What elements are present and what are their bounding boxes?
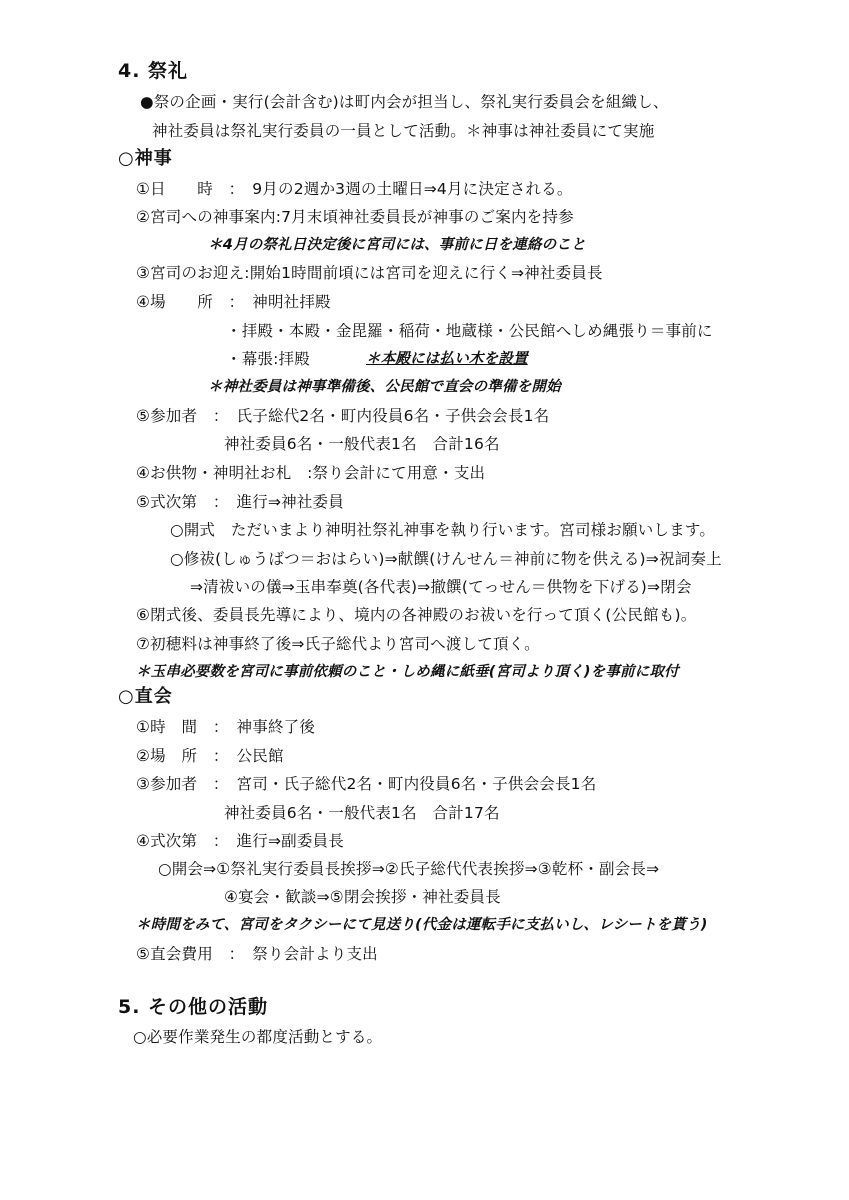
naorai-place: ②場 所 ： 公民館 bbox=[136, 747, 284, 765]
shinji-hatsuhoryo: ⑦初穂料は神事終了後⇒氏子総代より宮司へ渡して頂く。 bbox=[136, 635, 540, 653]
naorai-participants-line2: 神社委員6名・一般代表1名 合計17名 bbox=[224, 804, 500, 822]
shinji-guide-note: ＊4月の祭礼日決定後に宮司には、事前に日を連絡のこと bbox=[208, 237, 586, 253]
shinji-procedure-line2: ⇒清祓いの儀⇒玉串奉奠(各代表)⇒撤饌(てっせん＝供物を下げる)⇒閉会 bbox=[190, 578, 692, 596]
shinji-item-place: ④場 所 ： 神明社拝殿 bbox=[136, 293, 331, 311]
shinji-item-guide: ②宮司への神事案内:7月末頃神社委員長が神事のご案内を持参 bbox=[136, 208, 574, 226]
naorai-heading: ○直会 bbox=[118, 686, 173, 707]
section5-line1: ○必要作業発生の都度活動とする。 bbox=[133, 1028, 383, 1046]
shinji-place-sub2-note: ＊本殿には払い木を設置 bbox=[366, 351, 528, 367]
shinji-item-pickup: ③宮司のお迎え:開始1時間前頃には宮司を迎えに行く⇒神社委員長 bbox=[136, 264, 603, 282]
shinji-offerings: ④お供物・神明社お札 :祭り会計にて用意・支出 bbox=[136, 464, 486, 482]
naorai-participants-line1: ③参加者 ： 宮司・氏子総代2名・町内役員6名・子供会会長1名 bbox=[136, 775, 597, 793]
shinji-heading: ○神事 bbox=[118, 148, 173, 169]
naorai-time: ①時 間 ： 神事終了後 bbox=[136, 718, 316, 736]
shinji-place-sub2-label: ・幕張:拝殿 bbox=[226, 350, 310, 368]
shinji-procedure-line1: ○修祓(しゅうばつ＝おはらい)⇒献饌(けんせん＝神前に物を供える)⇒祝詞奏上 bbox=[170, 550, 722, 568]
naorai-taxi-note: ＊時間をみて、宮司をタクシーにて見送り(代金は運転手に支払いし、レシートを貰う) bbox=[136, 917, 708, 933]
naorai-cost: ⑤直会費用 ： 祭り会計より支出 bbox=[136, 945, 378, 963]
shinji-program: ⑤式次第 ： 進行⇒神社委員 bbox=[136, 493, 344, 511]
section4-intro-line2: 神社委員は祭礼実行委員の一員として活動。＊神事は神社委員にて実施 bbox=[152, 122, 655, 140]
naorai-program: ④式次第 ： 進行⇒副委員長 bbox=[136, 832, 344, 850]
shinji-opening: ○開式 ただいまより神明社祭礼神事を執り行います。宮司様お願いします。 bbox=[170, 521, 716, 539]
shinji-place-note: ＊神社委員は神事準備後、公民館で直会の準備を開始 bbox=[208, 379, 561, 395]
shinji-final-note: ＊玉串必要数を宮司に事前依頼のこと・しめ縄に紙垂(宮司より頂く)を事前に取付 bbox=[136, 664, 679, 680]
section4-intro-line1: ●祭の企画・実行(会計含む)は町内会が担当し、祭礼実行委員会を組織し、 bbox=[140, 93, 669, 111]
shinji-participants-line2: 神社委員6名・一般代表1名 合計16名 bbox=[224, 435, 500, 453]
shinji-item-date: ①日 時 ： 9月の2週か3週の土曜日⇒4月に決定される。 bbox=[136, 180, 573, 198]
naorai-procedure-line1: ○開会⇒①祭礼実行委員長挨拶⇒②氏子総代代表挨拶⇒③乾杯・副会長⇒ bbox=[158, 860, 660, 878]
section5-title: 5. その他の活動 bbox=[118, 996, 269, 1018]
section4-title: 4. 祭礼 bbox=[118, 60, 189, 82]
shinji-after-ceremony: ⑥閉式後、委員長先導により、境内の各神殿のお祓いを行って頂く(公民館も)。 bbox=[136, 606, 697, 624]
shinji-place-sub1: ・拝殿・本殿・金毘羅・稲荷・地蔵様・公民館へしめ縄張り＝事前に bbox=[226, 322, 713, 340]
shinji-participants-line1: ⑤参加者 ： 氏子総代2名・町内役員6名・子供会会長1名 bbox=[136, 407, 550, 425]
naorai-procedure-line2: ④宴会・歓談⇒⑤閉会挨拶・神社委員長 bbox=[224, 888, 501, 906]
